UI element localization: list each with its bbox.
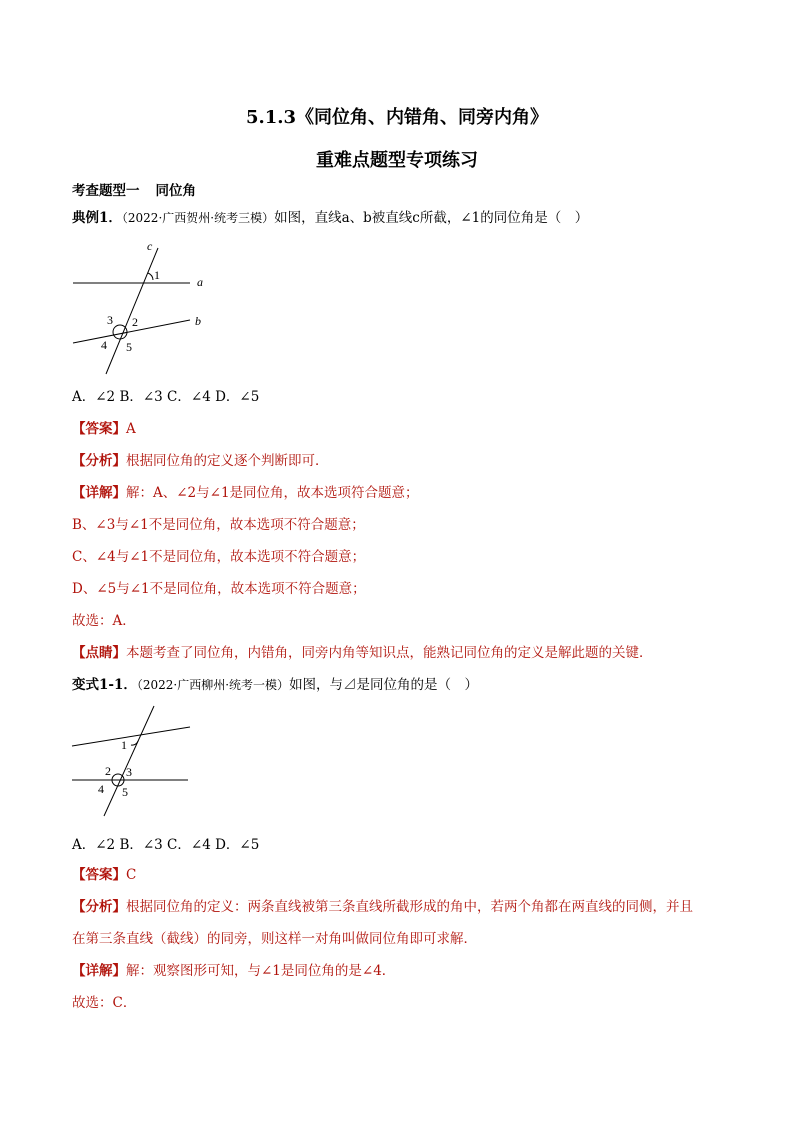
answer-tag: 【答案】 [72,421,126,437]
analysis-text: 根据同位角的定义逐个判断即可． [126,453,329,469]
detail-tag: 【详解】 [72,485,126,501]
answer-value: C [126,867,137,883]
analysis-line: 根据同位角的定义：两条直线被第三条直线所截形成的角中，若两个角都在两直线的同侧，并且 [126,899,693,915]
label-c: c [147,239,153,253]
variant1-question [72,676,478,694]
label-angle-3: 3 [107,313,113,327]
label-b: b [195,314,201,328]
example1-detail [72,484,419,502]
line-c [106,248,158,374]
analysis-tag: 【分析】 [72,453,126,469]
label-angle-4: 4 [98,782,104,796]
line-upper [72,727,190,746]
example1-comment [72,644,653,662]
variant1-figure [68,700,198,820]
detail-line: 故选：A． [72,613,136,629]
answer-tag: 【答案】 [72,867,126,883]
page-title: 5.1.3《同位角、内错角、同旁内角》 [245,107,549,128]
detail-line: D、∠5与∠1不是同位角，故本选项不符合题意； [72,581,366,597]
angle-marker-1 [148,273,153,280]
variant1-source: （2022·广西柳州·统考一模） [136,678,290,692]
analysis-tag: 【分析】 [72,899,126,915]
variant1-options: A．∠2 B．∠3 C．∠4 D．∠5 [72,837,260,853]
label-angle-4: 4 [101,338,107,352]
comment-tag: 【点睛】 [72,645,126,661]
example1-question [72,209,588,227]
label-angle-5: 5 [122,785,128,799]
label-angle-3: 3 [126,765,132,779]
label-a: a [197,275,203,289]
example1-answer [72,420,136,438]
variant1-analysis [72,898,693,916]
detail-line: 故选：C． [72,995,137,1011]
section-name: 同位角 [155,183,196,199]
example1-question-text: 如图，直线a、b被直线c所截，∠1的同位角是（ ） [274,210,589,226]
example1-source: （2022·广西贺州·统考三模） [121,211,275,225]
example1-analysis [72,452,329,470]
detail-tag: 【详解】 [72,963,126,979]
transversal [104,706,154,816]
label-angle-1: 1 [154,268,160,282]
example1-options: A．∠2 B．∠3 C．∠4 D．∠5 [72,389,260,405]
section-heading [72,182,196,200]
analysis-line: 在第三条直线（截线）的同旁，则这样一对角叫做同位角即可求解． [72,931,477,947]
label-angle-2: 2 [105,764,111,778]
variant1-label: 变式1-1． [72,677,137,693]
detail-line: C、∠4与∠1不是同位角，故本选项不符合题意； [72,549,366,565]
variant1-detail [72,962,395,980]
detail-line: B、∠3与∠1不是同位角，故本选项不符合题意； [72,517,365,533]
example1-figure [68,238,218,378]
answer-value: A [126,421,136,437]
angle-marker-lower [113,325,127,339]
label-angle-2: 2 [132,315,138,329]
comment-text: 本题考查了同位角，内错角，同旁内角等知识点，能熟记同位角的定义是解此题的关键． [126,645,653,661]
example1-label: 典例1． [72,210,122,226]
detail-line: 解：A、∠2与∠1是同位角，故本选项符合题意； [126,485,419,501]
label-angle-5: 5 [126,340,132,354]
page-subtitle: 重难点题型专项练习 [316,150,478,171]
variant1-answer [72,866,136,884]
section-label: 考查题型一 [72,183,140,199]
detail-line: 解：观察图形可知，与∠1是同位角的是∠4． [126,963,396,979]
label-angle-1: 1 [121,738,127,752]
variant1-question-text: 如图，与⊿是同位角的是（ ） [289,677,479,693]
